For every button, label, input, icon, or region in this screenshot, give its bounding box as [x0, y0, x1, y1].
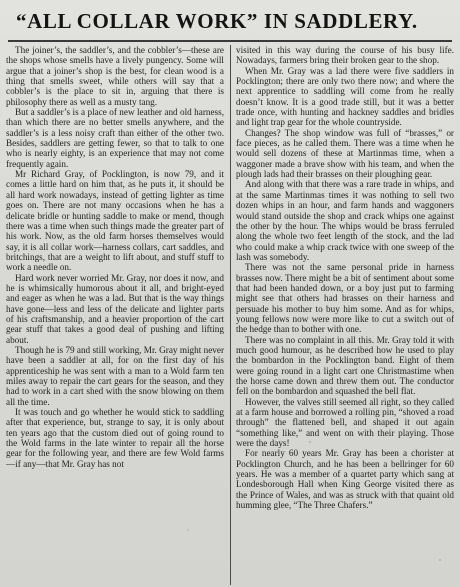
- paragraph: Mr Richard Gray, of Pocklington, is now 79, and it comes a little hard on him that, as he puts it, it should be all hard work nowadays, instead of getting lighter as time goes on. There are not many occasions when he has a delicate bridle or hunting saddle to make or mend, though there was a time when such things made the greater part of his work. Now, as the old farm horses themselves would say, it is all collar work—harness collars, cart saddles, and britchings, that are a weight to lift about, and stuff stuff to work a needle on.: [6, 169, 224, 273]
- paragraph: There was no complaint in all this. Mr. Gray told it with much good humour, as he described how he used to play the bombardon in the Pocklington band. Eight of them were going round in a light cart one Christmastime when the horse came down and threw them out. The conductor fell on the bombardon and squashed the bell flat.: [236, 334, 454, 397]
- paragraph: Hard work never worried Mr. Gray, nor does it now, and he is whimsically humorous about it all, and bright-eyed and eager as when he was a lad. But that is the way things have gone—less and less of the delicate and lighter parts of his craftsmanship, and a heavier proportion of the cart gear stuff that takes a good deal of pushing and lifting about.: [6, 272, 224, 345]
- paragraph: There was not the same personal pride in harness brasses now. There might be a bit of sentiment about some that had been handed down, or a boy just put to farming might see that others had brasses on their harness and persuade his mother to buy him some. And as for whips, young fellows now were more like to cut a switch out of the hedge than to bother with one.: [236, 262, 454, 335]
- article-body: [6, 45, 454, 585]
- article-column-right: [236, 45, 454, 585]
- column-rule: [230, 45, 231, 585]
- paragraph: visited in this way during the course of his busy life. Nowadays, farmers bring their broken gear to the shop.: [236, 45, 454, 66]
- paragraph: But a saddler’s is a place of new leather and old harness, than which there are no better smells anywhere, and the saddler’s is a less noisy craft than either of the other two. Besides, saddlers are getting fewer, so that to talk to one who is nearly eighty, is an experience that may not come frequently again.: [6, 107, 224, 169]
- paragraph: And along with that there was a rare trade in whips, and at the same Martinmas times it was nothing to sell two dozen whips in an hour, and farm hands and waggoners would stand outside the shop and crack whips one against the other by the hour. The whips would be brass ferruled along the whole two feet length of the stock, and the lad who could make a whip crack twice with one sweep of the lash was somebody.: [236, 179, 454, 262]
- paragraph: The joiner’s, the saddler’s, and the cobbler’s—these are the shops whose smells have a lively pungency. Some will argue that a joiner’s shop is the best, for clean wood is a thing that smells sweet, while others will say that a cobbler’s is the place to sit in, arguing that there is philosophy there as well as a musty tang.: [6, 45, 224, 107]
- headline-rule: [8, 40, 452, 42]
- paragraph: Though he is 79 and still working, Mr. Gray might never have been a saddler at all, for on the first day of his apprenticeship he was sent with a man to a Wold farm ten miles away to repair the cart gears for the season, and they had to work in a cart shed with the snow blowing on them all the time.: [6, 344, 224, 407]
- paragraph: For nearly 60 years Mr. Gray has been a chorister at Pocklington Church, and he has been a bellringer for 60 years. He was a member of a quartet party which sang at Londesborough Hall when King George visited there as the Prince of Wales, and was as struck with that quaint old humming glee, “The Three Chafers.”: [236, 448, 454, 511]
- paragraph: When Mr. Gray was a lad there were five saddlers in Pocklington; there are only two there now; and where the next apprentice to saddling will come from he really doesn’t know. It is a good trade still, but it was a better trade once, with hunting and hackney saddles and bridles and light trap gear for the whole countryside.: [236, 65, 454, 128]
- article-headline: “ALL COLLAR WORK” IN SADDLERY.: [16, 9, 418, 33]
- article-column-left: [6, 45, 224, 585]
- paragraph: It was touch and go whether he would stick to saddling after that experience, but, strange to say, it is only about ten years ago that the custom died out of going round to the Wold farms in the late winter to repair all the horse gear for the following year, and there are few Wold farms—if any—that Mr. Gray has not: [6, 407, 224, 469]
- paragraph: Changes? The shop window was full of “brasses,” or face pieces, as he called them. There was a time when he would sell dozens of these at Martinmas time, when a waggoner made a brave show with his team, and when the plough lads had their brasses on their ploughing gear.: [236, 127, 454, 180]
- paragraph: However, the valves still seemed all right, so they called at a farm house and borrowed a rolling pin, “shoved a road through” the flattened bell, and shaped it out again “something like,” and went on with their playing. Those were the days!: [236, 396, 454, 449]
